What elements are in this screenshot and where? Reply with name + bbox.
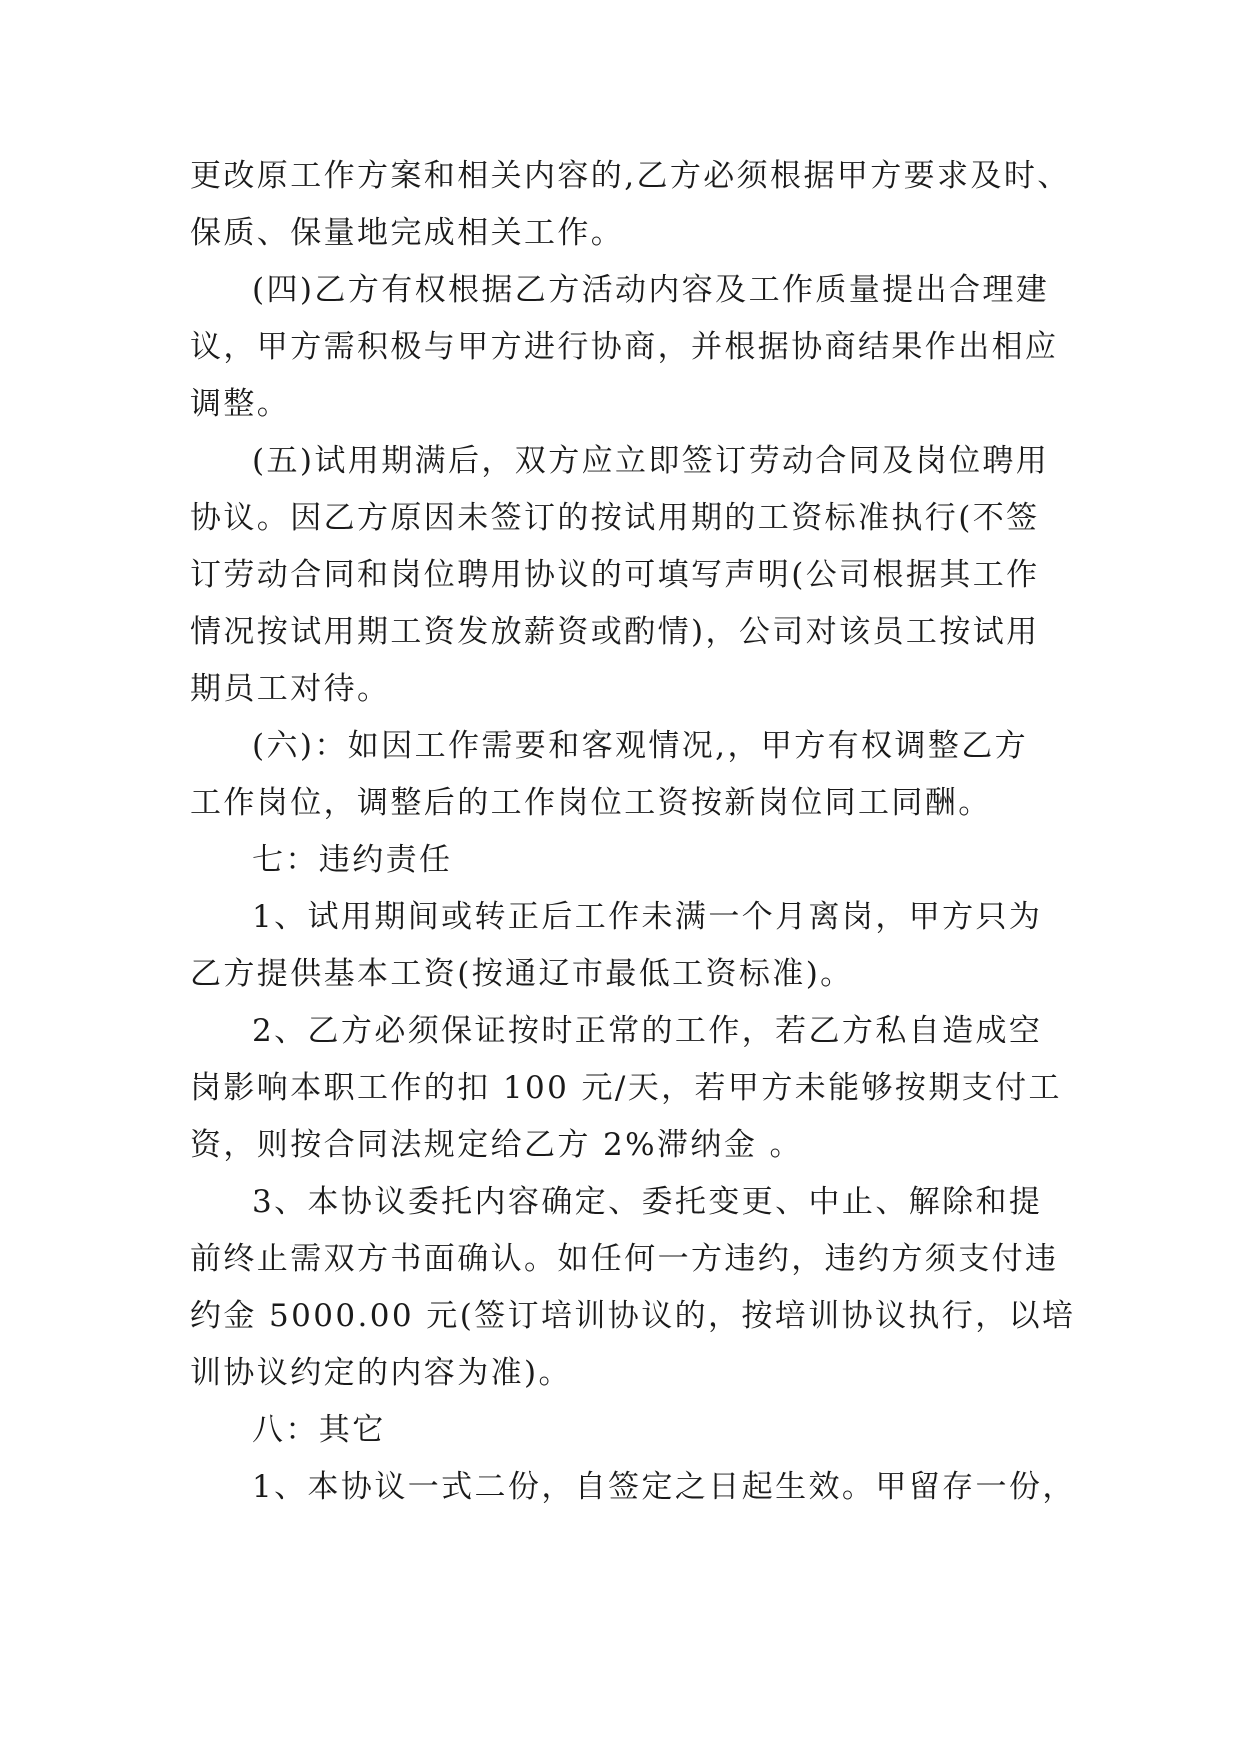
text-line: 训协议约定的内容为准)。 <box>190 1355 572 1391</box>
text-line: 工作岗位，调整后的工作岗位工资按新岗位同工同酬。 <box>190 785 992 821</box>
text-line: 更改原工作方案和相关内容的,乙方必须根据甲方要求及时、 <box>190 158 1071 194</box>
text-line: 保质、保量地完成相关工作。 <box>190 215 625 251</box>
text-line: 八：其它 <box>252 1412 386 1448</box>
text-line: 七：违约责任 <box>252 842 453 878</box>
text-line: 3、本协议委托内容确定、委托变更、中止、解除和提 <box>252 1184 1043 1220</box>
text-line: (四)乙方有权根据乙方活动内容及工作质量提出合理建 <box>252 272 1050 308</box>
document-body <box>190 148 1090 1516</box>
text-line: (五)试用期满后，双方应立即签订劳动合同及岗位聘用 <box>252 443 1050 479</box>
text-line: 前终止需双方书面确认。如任何一方违约，违约方须支付违 <box>190 1241 1059 1277</box>
text-line: 资，则按合同法规定给乙方 2%滞纳金 。 <box>190 1127 803 1163</box>
text-line: 2、乙方必须保证按时正常的工作，若乙方私自造成空 <box>252 1013 1043 1049</box>
text-line: 情况按试用期工资发放薪资或酌情)，公司对该员工按试用 <box>190 614 1040 650</box>
text-line: 乙方提供基本工资(按通辽市最低工资标准)。 <box>190 956 854 992</box>
text-line: 协议。因乙方原因未签订的按试用期的工资标准执行(不签 <box>190 500 1040 536</box>
text-line: 期员工对待。 <box>190 671 391 707</box>
text-line: 议，甲方需积极与甲方进行协商，并根据协商结果作出相应 <box>190 329 1059 365</box>
text-line: 订劳动合同和岗位聘用协议的可填写声明(公司根据其工作 <box>190 557 1040 593</box>
text-line: (六)：如因工作需要和客观情况,，甲方有权调整乙方 <box>252 728 1029 764</box>
text-line: 调整。 <box>190 386 291 422</box>
text-line: 约金 5000.00 元(签订培训协议的，按培训协议执行，以培 <box>190 1298 1076 1334</box>
text-line: 1、试用期间或转正后工作未满一个月离岗，甲方只为 <box>252 899 1043 935</box>
text-line: 1、本协议一式二份，自签定之日起生效。甲留存一份， <box>252 1469 1076 1505</box>
text-line: 岗影响本职工作的扣 100 元/天，若甲方未能够按期支付工 <box>190 1070 1062 1106</box>
